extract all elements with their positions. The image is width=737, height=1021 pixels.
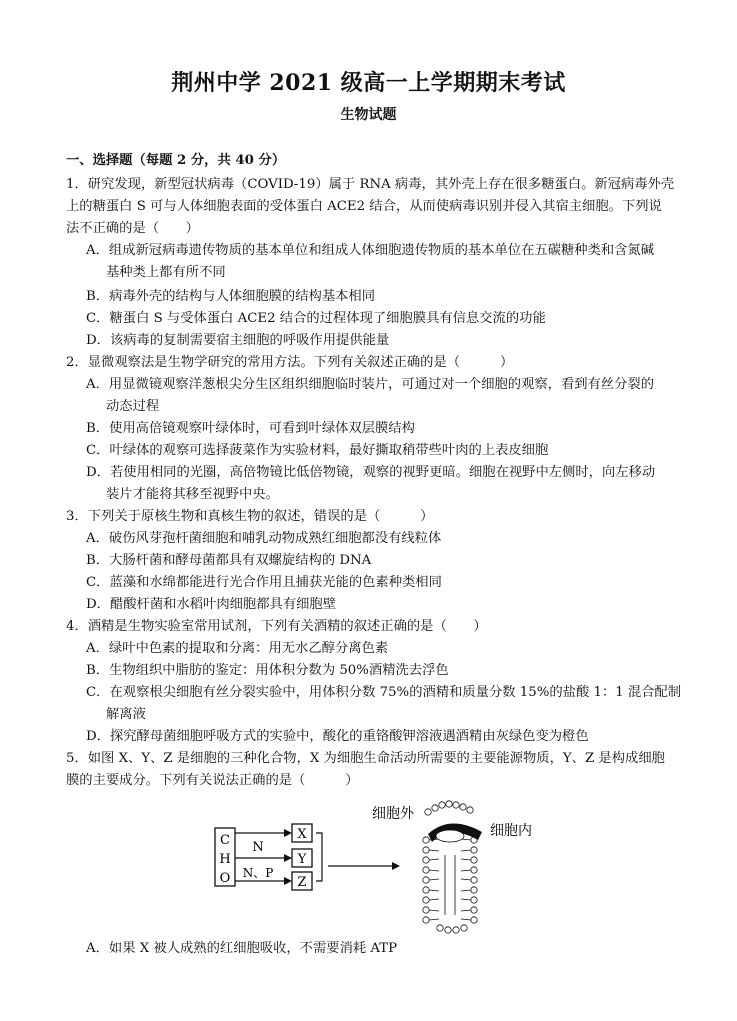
q5-stem-line-2: 膜的主要成分。下列有关说法正确的是（ ） — [66, 773, 359, 788]
q1-option-b: B．病毒外壳的结构与人体细胞膜的结构基本相同 — [86, 289, 376, 304]
arrow-head-y — [284, 854, 292, 862]
z-label: Z — [297, 875, 307, 890]
np-label: N、P — [242, 866, 274, 880]
q2-option-a: A．用显微镜观察洋葱根尖分生区组织细胞临时装片，可通过对一个细胞的观察，看到有丝分裂的 — [86, 377, 655, 392]
q5-option-a: A．如果 X 被人成熟的红细胞吸收，不需要消耗 ATP — [86, 941, 398, 956]
q2-option-d-cont: 装片才能将其移至视野中央。 — [106, 487, 279, 502]
q5-stem-line-1: 5．如图 X、Y、Z 是细胞的三种化合物，X 为细胞生命活动所需要的主要能源物质，Y、Z 是构成细胞 — [66, 751, 665, 766]
long-arrow-head — [392, 862, 400, 870]
y-label: Y — [297, 852, 307, 867]
q3-stem: 3．下列关于原核生物和真核生物的叙述，错误的是（ ） — [66, 509, 434, 524]
compound-membrane-diagram — [200, 800, 560, 940]
q1-option-a-cont: 基种类上都有所不同 — [106, 265, 226, 280]
q2-option-d: D．若使用相同的光圈，高倍物镜比低倍物镜，观察的视野更暗。细胞在视野中左侧时，向左移动 — [86, 465, 656, 480]
q1-option-d: D．该病毒的复制需要宿主细胞的呼吸作用提供能量 — [86, 333, 390, 348]
q1-stem-line-3: 法不正确的是（ ） — [66, 221, 199, 236]
page-subtitle: 生物试题 — [340, 107, 397, 123]
arrow-head-x — [284, 829, 292, 837]
q3-option-c: C．蓝藻和水绵都能进行光合作用且捕获光能的色素种类相同 — [86, 575, 442, 590]
q4-option-d: D．探究酵母菌细胞呼吸方式的实验中，酸化的重铬酸钾溶液遇酒精由灰绿色变为橙色 — [86, 729, 589, 744]
phospholipid-bilayer — [423, 801, 482, 933]
q1-option-c: C．糖蛋白 S 与受体蛋白 ACE2 结合的过程体现了细胞膜具有信息交流的功能 — [86, 311, 546, 326]
page-title: 荆州中学 2021 级高一上学期期末考试 — [171, 70, 566, 96]
q3-option-d: D．醋酸杆菌和水稻叶肉细胞都具有细胞壁 — [86, 597, 337, 612]
q2-option-c: C．叶绿体的观察可选择菠菜作为实验材料，最好撕取稍带些叶肉的上表皮细胞 — [86, 443, 549, 458]
element-c: C — [220, 833, 230, 848]
inside-label: 细胞内 — [490, 823, 532, 839]
n-label: N — [252, 840, 264, 855]
q4-option-c-cont: 解离液 — [106, 707, 146, 722]
q1-stem-line-1: 1．研究发现，新型冠状病毒（COVID-19）属于 RNA 病毒，其外壳上存在很多糖蛋白。新冠病毒外壳 — [66, 177, 675, 192]
x-label: X — [297, 827, 307, 842]
q1-stem-line-2: 上的糖蛋白 S 可与人体细胞表面的受体蛋白 ACE2 结合，从而使病毒识别并侵入其宿主细胞。下列说 — [66, 199, 662, 214]
bracket — [316, 833, 322, 881]
q4-option-a: A．绿叶中色素的提取和分离：用无水乙醇分离色素 — [86, 641, 389, 656]
q3-option-a: A．破伤风芽孢杆菌细胞和哺乳动物成熟红细胞都没有线粒体 — [86, 531, 442, 546]
q1-option-a: A．组成新冠病毒遗传物质的基本单位和组成人体细胞遗传物质的基本单位在五碳糖种类和含氮碱 — [86, 243, 655, 258]
element-h: H — [219, 852, 231, 867]
outside-label: 细胞外 — [372, 806, 414, 822]
section-heading: 一、选择题（每题 2 分，共 40 分） — [66, 153, 286, 168]
arrow-head-z — [284, 877, 292, 885]
q4-stem: 4．酒精是生物实验室常用试剂，下列有关酒精的叙述正确的是（ ） — [66, 619, 487, 634]
q2-option-b: B．使用高倍镜观察叶绿体时，可看到叶绿体双层膜结构 — [86, 421, 415, 436]
element-o: O — [219, 871, 231, 886]
q4-option-c: C．在观察根尖细胞有丝分裂实验中，用体积分数 75%的酒精和质量分数 15%的盐酸 1：1 混合配制 — [86, 685, 682, 700]
q3-option-b: B．大肠杆菌和酵母菌都具有双螺旋结构的 DNA — [86, 553, 372, 568]
q2-stem: 2．显微观察法是生物学研究的常用方法。下列有关叙述正确的是（ ） — [66, 355, 514, 370]
q2-option-a-cont: 动态过程 — [106, 399, 160, 414]
q4-option-b: B．生物组织中脂肪的鉴定：用体积分数为 50%酒精洗去浮色 — [86, 663, 449, 678]
